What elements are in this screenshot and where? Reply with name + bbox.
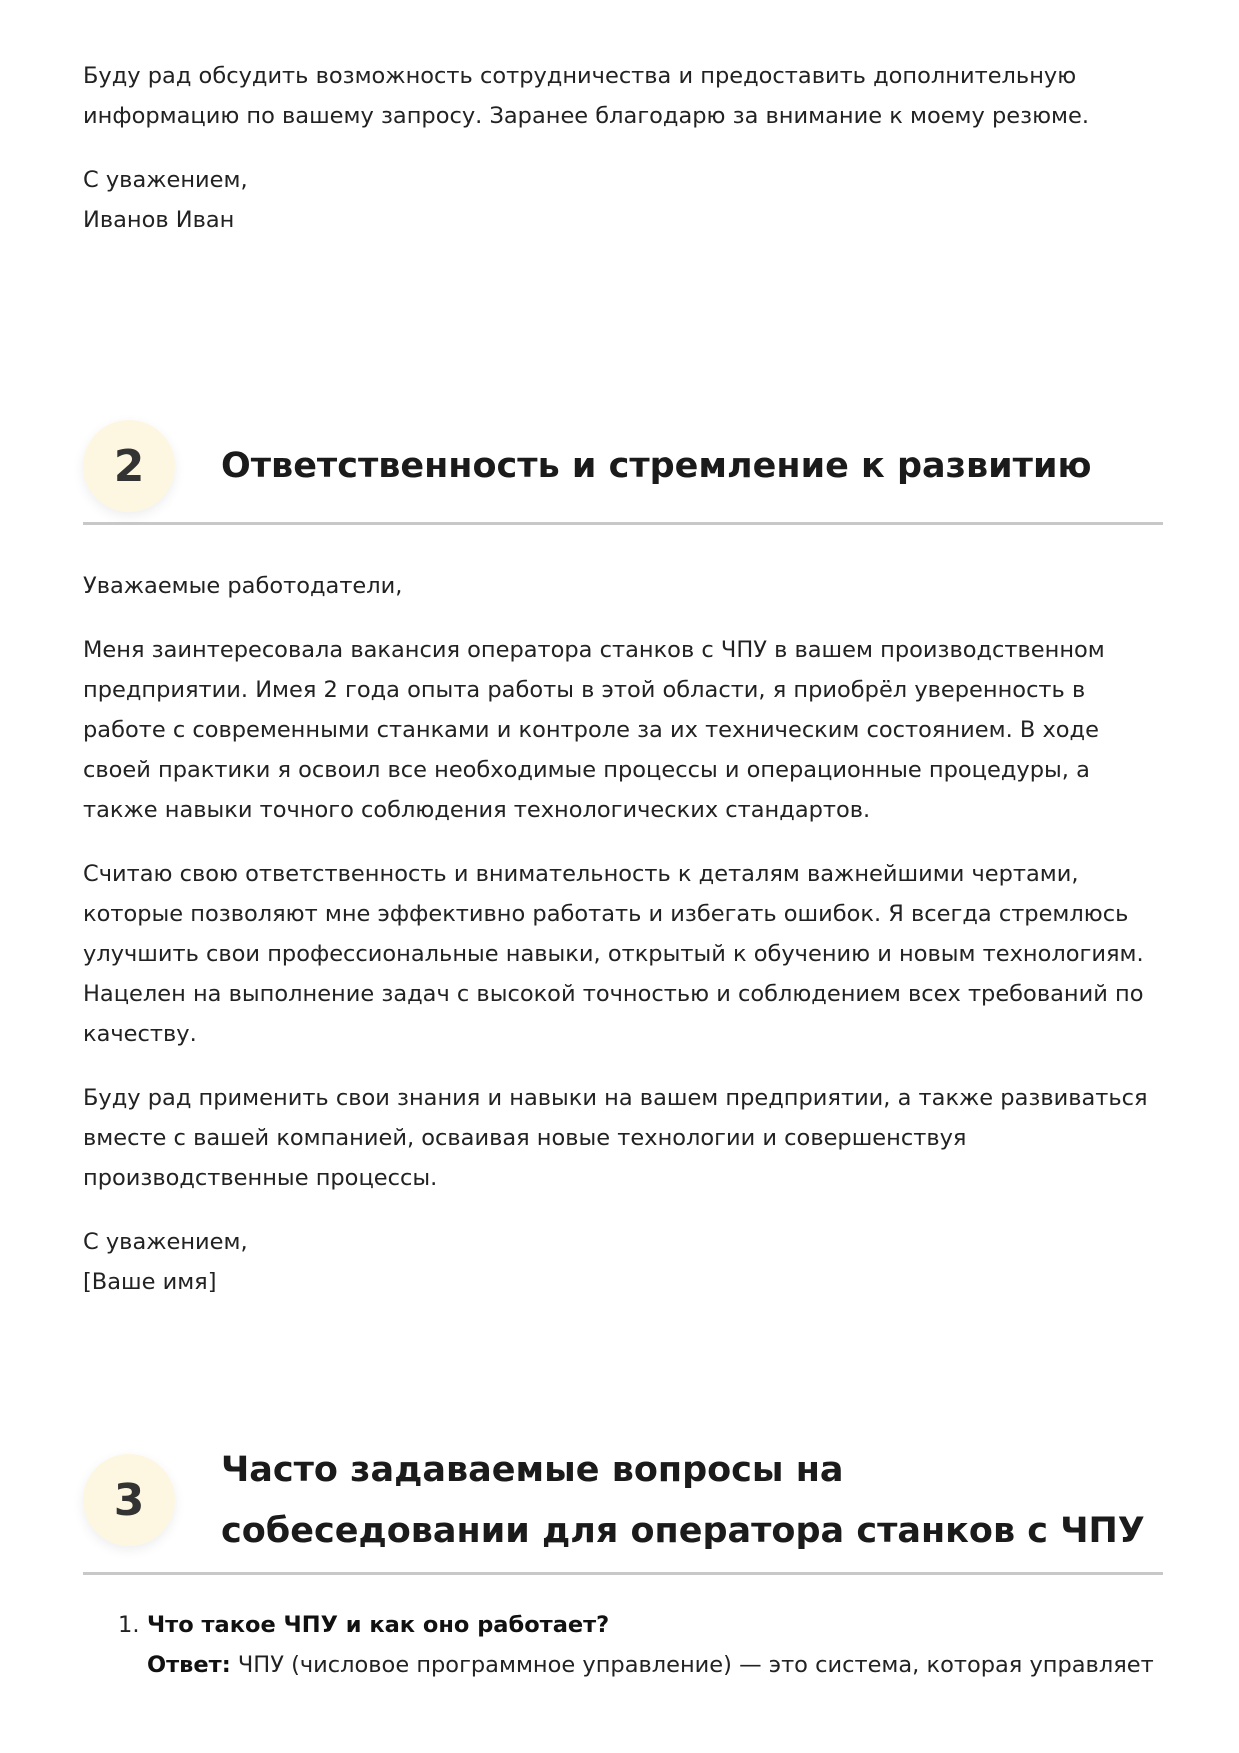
section-2-number-badge: 2: [83, 420, 175, 512]
section-2-greeting: Уважаемые работодатели,: [83, 573, 403, 599]
faq-answer: ЧПУ (числовое программное управление) — это система, которая управляет: [237, 1652, 1154, 1678]
faq-list: [83, 1605, 1163, 1685]
faq-item: [147, 1605, 1163, 1685]
section-3-title: Часто задаваемые вопросы на собеседовании для оператора станков с ЧПУ: [221, 1450, 1145, 1551]
section-3-number-badge: 3: [83, 1454, 175, 1546]
section-2-header: [83, 414, 1163, 525]
section-2-paragraph-1: Меня заинтересовала вакансия оператора станков с ЧПУ в вашем производственном предприятии. Имея 2 года опыта работы в этой области, я приобрёл уверенность в работе с современными станками и контроле за их техническим состоянием. В ходе своей практики я освоил все необходимые процессы и операционные процедуры, а также навыки точного соблюдения технологических стандартов.: [83, 637, 1105, 823]
section-2-paragraph-2: Считаю свою ответственность и внимательность к деталям важнейшими чертами, которые позволяют мне эффективно работать и избегать ошибок. Я всегда стремлюсь улучшить свои профессиональные навыки, открытый к обучению и новым технологиям. Нацелен на выполнение задач с высокой точностью и соблюдением всех требований по качеству.: [83, 861, 1144, 1047]
section-2-letter: [83, 566, 1163, 1302]
section-2-title: Ответственность и стремление к развитию: [221, 446, 1092, 486]
letter1-paragraph: Буду рад обсудить возможность сотрудничества и предоставить дополнительную информацию по вашему запросу. Заранее благодарю за внимание к моему резюме.: [83, 63, 1089, 129]
faq-answer-label: Ответ:: [147, 1652, 231, 1678]
faq-question: Что такое ЧПУ и как оно работает?: [147, 1612, 610, 1638]
section-2-signature: [Ваше имя]: [83, 1269, 217, 1295]
section-2-closing: С уважением,: [83, 1229, 248, 1255]
letter1-closing: С уважением,: [83, 167, 248, 193]
letter1-signature: Иванов Иван: [83, 207, 235, 233]
section-3-header: [83, 1430, 1163, 1575]
letter1-body: [83, 56, 1163, 240]
faq-item-number: 1.: [118, 1612, 140, 1638]
section-2-paragraph-3: Буду рад применить свои знания и навыки на вашем предприятии, а также развиваться вместе с вашей компанией, осваивая новые технологии и совершенствуя производственные процессы.: [83, 1085, 1148, 1191]
